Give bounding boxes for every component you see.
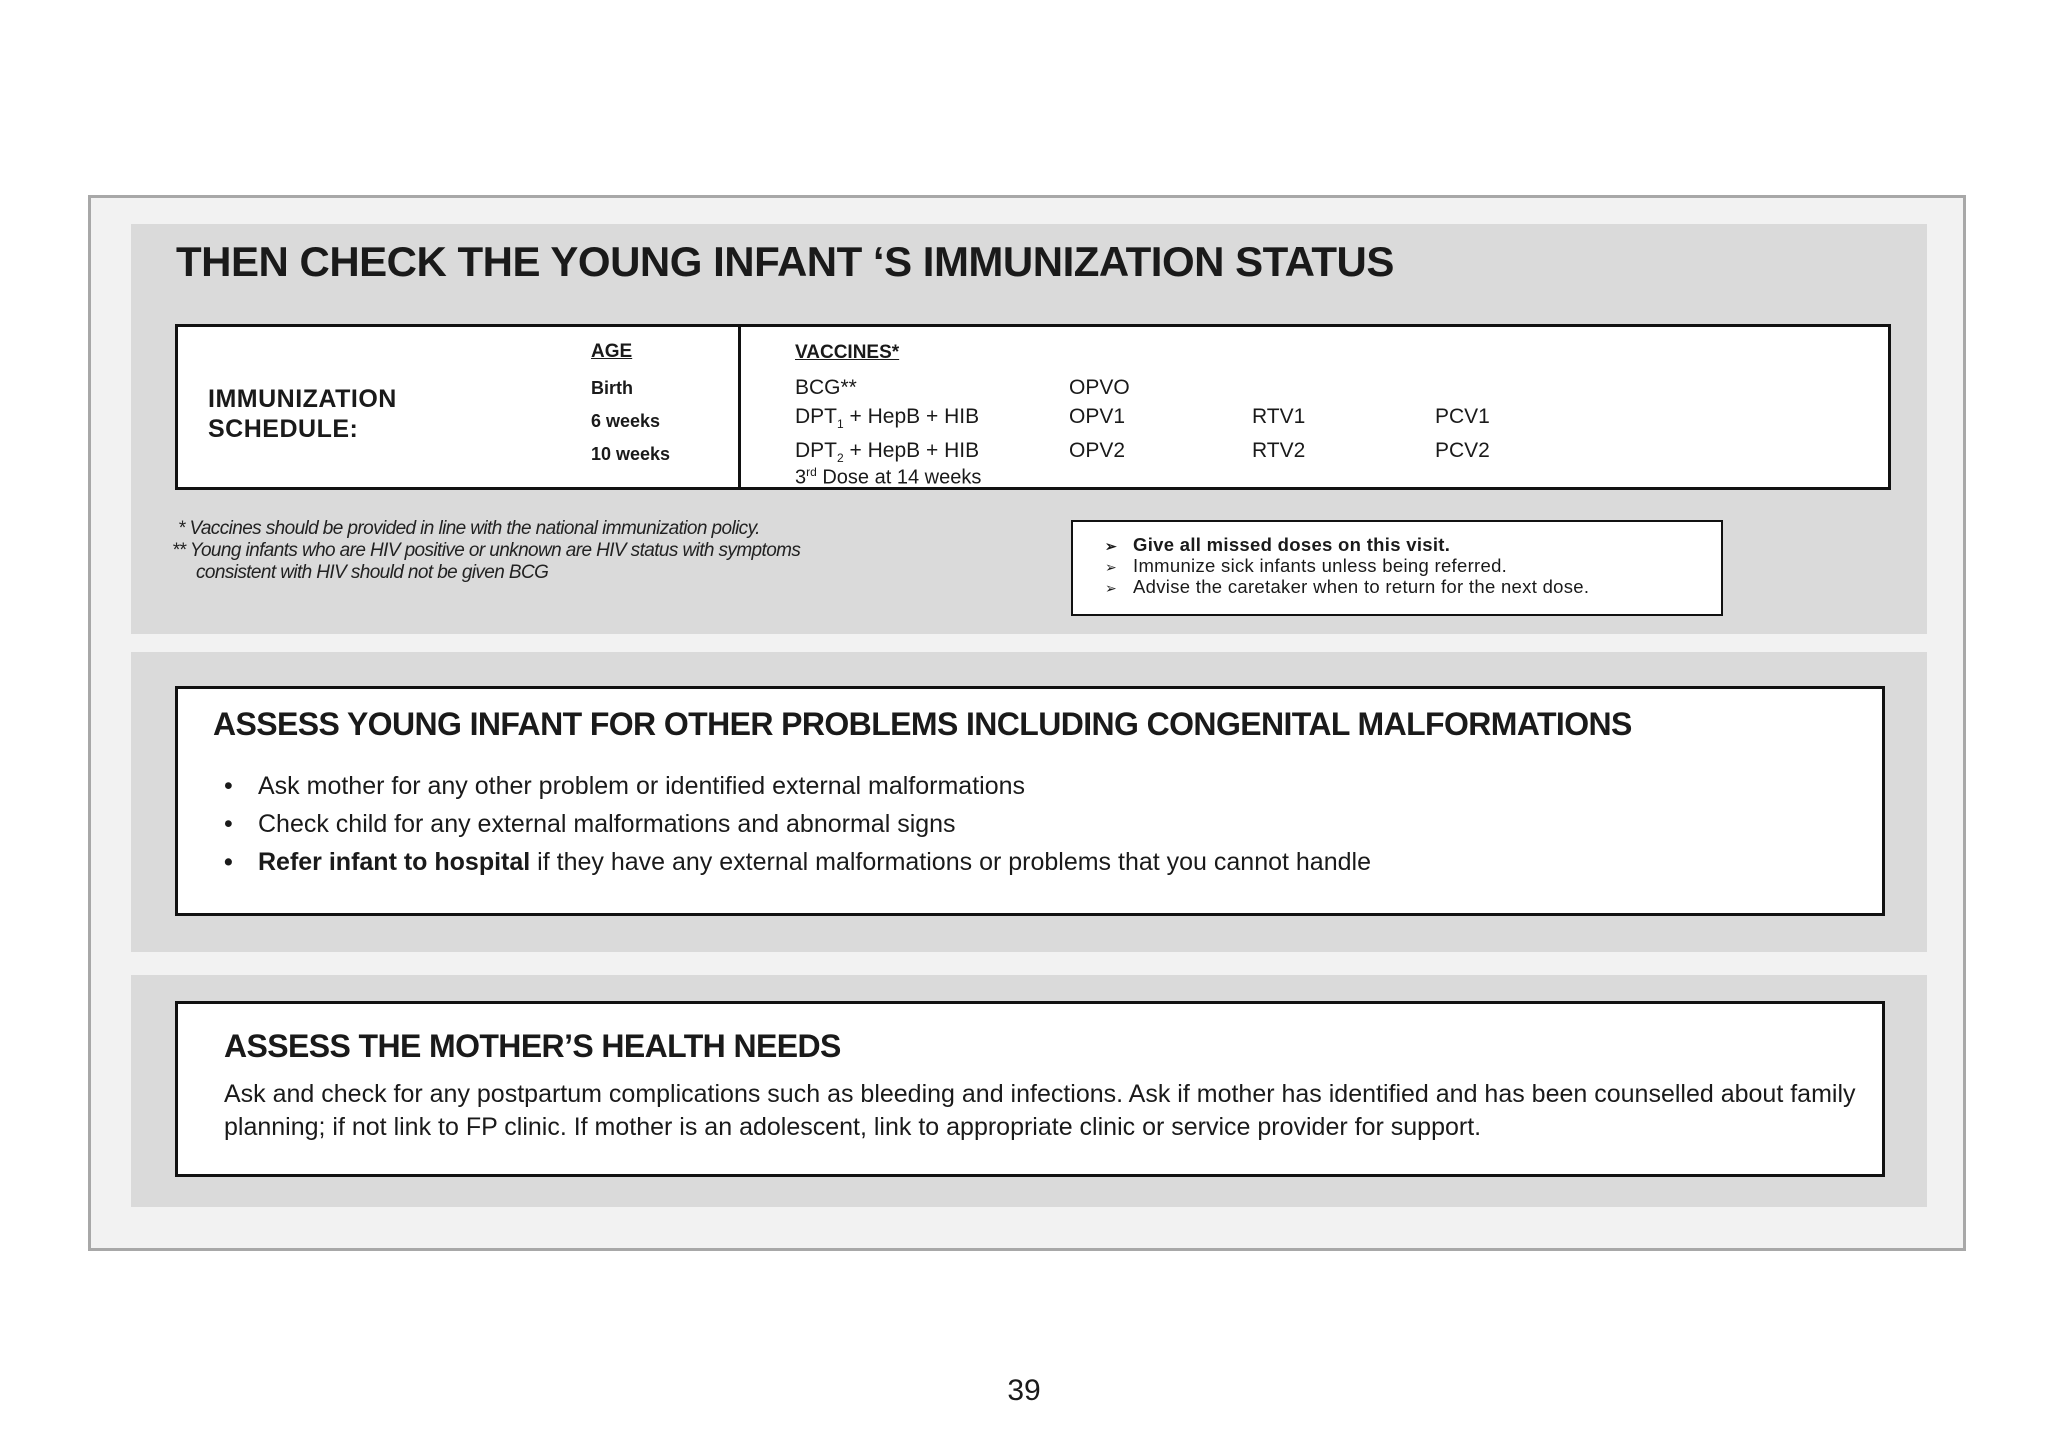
vaccine-bcg: BCG** xyxy=(795,376,857,399)
vaccine-opv0: OPVO xyxy=(1069,376,1130,399)
other-problems-box xyxy=(175,686,1885,916)
age-10-weeks: 10 weeks xyxy=(591,444,671,464)
table-divider xyxy=(738,324,741,490)
vaccine-rtv1: RTV1 xyxy=(1252,405,1306,428)
vaccine-pcv1: PCV1 xyxy=(1435,405,1490,428)
age-header: AGE xyxy=(591,341,633,362)
arrowhead-bullet-icon: ➢ xyxy=(1105,538,1118,554)
list-item: • Ask mother for any other problem or identified external malformations xyxy=(224,772,1026,800)
vaccine-dpt1: $DPT_1$ + HepB + HIB xyxy=(795,405,980,432)
missed-item: ➢ Give all missed doses on this visit. xyxy=(1105,534,1451,555)
missed-item: ➢ Advise the caretaker when to return for the next dose. xyxy=(1105,576,1590,597)
vaccine-pcv2: PCV2 xyxy=(1435,439,1490,462)
schedule-label xyxy=(208,384,397,444)
footnote-vaccines-policy: * Vaccines should be provided in line with the national immunization policy. xyxy=(178,518,760,539)
mother-health-title: ASSESS THE MOTHER’S HEALTH NEEDS xyxy=(224,1028,841,1064)
bullet-dot-icon: • xyxy=(224,772,233,800)
schedule-label-line2: SCHEDULE: xyxy=(208,415,359,443)
footnote-hiv-line1: ** Young infants who are HIV positive or unknown are HIV status with symptoms xyxy=(172,540,801,561)
other-problems-title: ASSESS YOUNG INFANT FOR OTHER PROBLEMS INCLUDING CONGENITAL MALFORMATIONS xyxy=(213,706,1632,742)
immunization-schedule-table xyxy=(175,324,1891,490)
bullet-dot-icon: • xyxy=(224,810,233,838)
bullet-dot-icon: • xyxy=(224,848,233,876)
vaccine-dpt2: $DPT_2$ + HepB + HIB xyxy=(795,439,980,466)
footnote-hiv-line2: consistent with HIV should not be given BCG xyxy=(196,562,549,583)
mother-health-box xyxy=(175,1001,1885,1177)
arrowhead-bullet-icon: ➢ xyxy=(1105,559,1118,575)
missed-item: ➢ Immunize sick infants unless being referred. xyxy=(1105,555,1508,576)
arrowhead-bullet-icon: ➢ xyxy=(1105,580,1118,596)
immunization-title: THEN CHECK THE YOUNG INFANT ‘S IMMUNIZATION STATUS xyxy=(176,238,1394,285)
list-item: • Check child for any external malformations and abnormal signs xyxy=(224,810,956,838)
missed-doses-box xyxy=(1071,520,1723,616)
vaccine-opv2: OPV2 xyxy=(1069,439,1126,462)
age-6-weeks: 6 weeks xyxy=(591,411,661,431)
mother-health-text: Ask and check for any postpartum complications such as bleeding and infections. Ask if mother has identified and has been counselled about family planning; if not link to FP clinic. If mother is an adolescent, link to appropriate clinic or service provider for support. xyxy=(224,1080,1856,1141)
page-number: 39 xyxy=(1007,1374,1041,1407)
age-birth: Birth xyxy=(591,378,633,398)
list-item: • Refer infant to hospital if they have any external malformations or problems that you cannot handle xyxy=(224,848,1371,876)
schedule-label-line1: IMMUNIZATION xyxy=(208,385,397,413)
vaccines-header: VACCINES* xyxy=(795,342,900,363)
vaccine-opv1: OPV1 xyxy=(1069,405,1126,428)
third-dose-note: 3rd Dose at 14 weeks xyxy=(795,465,982,489)
vaccine-rtv2: RTV2 xyxy=(1252,439,1306,462)
